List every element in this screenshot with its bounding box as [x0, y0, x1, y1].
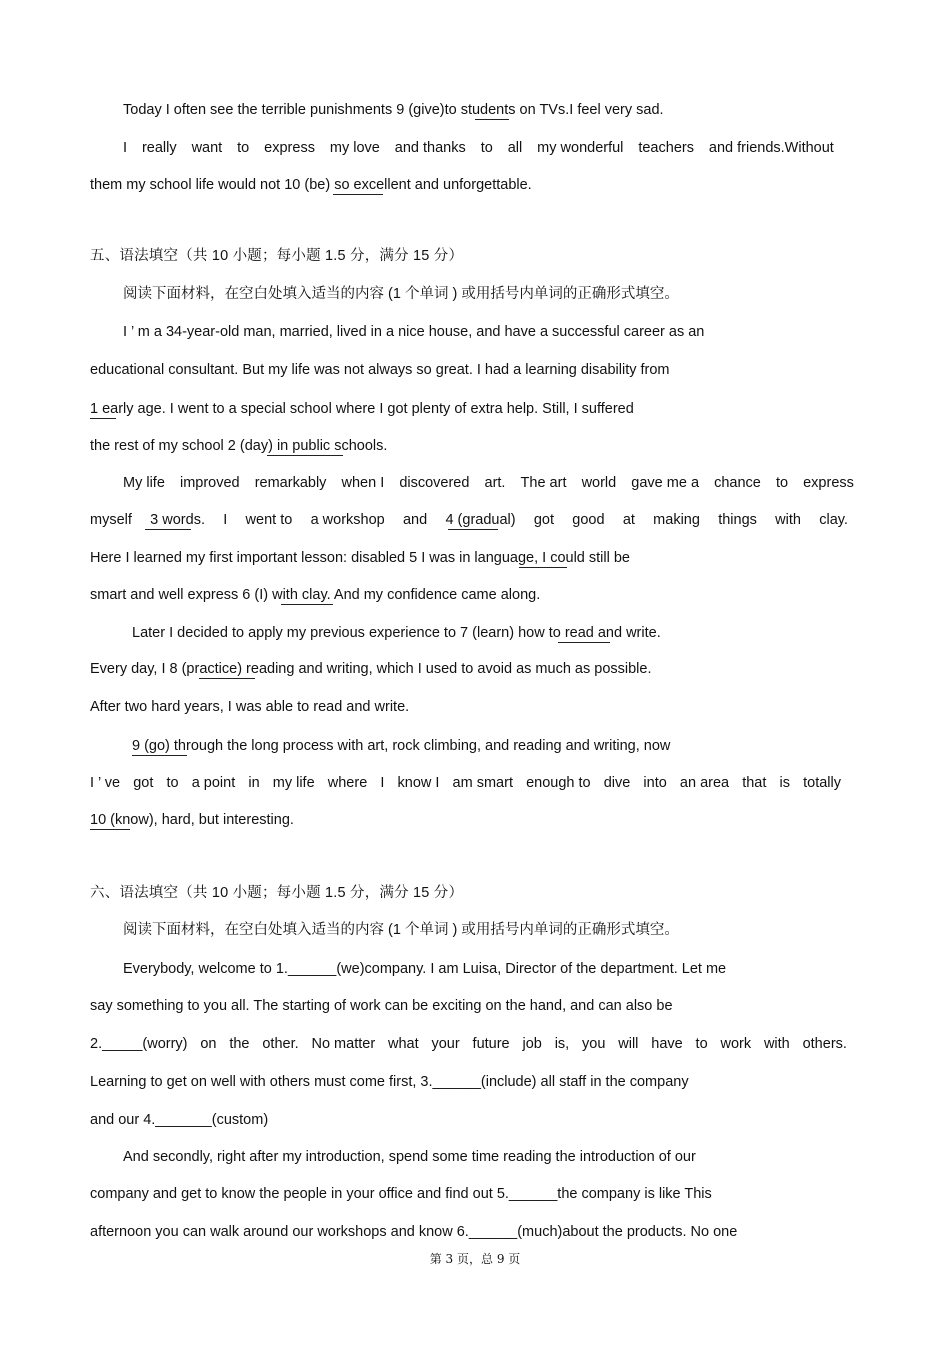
- word: I: [380, 775, 385, 791]
- text-line: Everybody, welcome to 1.______(we)company. I am Luisa, Director of the department. Let me: [123, 961, 727, 977]
- page-footer: 第 3 页，总 9 页: [429, 1252, 521, 1266]
- word: in: [248, 775, 260, 791]
- word: my life: [272, 775, 315, 791]
- text-line: Later I decided to apply my previous experience to 7 (learn) how to read and write.: [132, 625, 661, 641]
- word: is,: [554, 1036, 570, 1052]
- text-line: Learning to get on well with others must come first, 3.______(include) all staff in the company: [90, 1074, 689, 1090]
- word: am smart: [452, 775, 513, 791]
- text-line: 9 (go) through the long process with art, rock climbing, and reading and writing, now: [132, 738, 671, 754]
- word: when I: [341, 475, 385, 491]
- word: a workshop: [310, 512, 385, 528]
- word: an area: [679, 775, 730, 791]
- word: others.: [802, 1036, 847, 1052]
- text-line: company and get to know the people in your office and find out 5.______the company is like This: [90, 1186, 712, 1202]
- word: discovered: [399, 475, 470, 491]
- blank-underline: [145, 529, 191, 530]
- word: know I: [397, 775, 440, 791]
- word: to: [237, 140, 250, 156]
- text-line: educational consultant. But my life was not always so great. I had a learning disability from: [90, 362, 670, 378]
- text-line-justified: [90, 511, 848, 529]
- blank-underline: [90, 418, 116, 419]
- text-line: say something to you all. The starting of work can be exciting on the hand, and can also be: [90, 998, 673, 1014]
- word: want: [191, 140, 223, 156]
- text-line: afternoon you can walk around our workshops and know 6.______(much)about the products. No one: [90, 1224, 738, 1240]
- word: dive: [603, 775, 631, 791]
- section-instruction: 阅读下面材料，在空白处填入适当的内容 (1 个单词 ) 或用括号内单词的正确形式填空。: [123, 922, 679, 938]
- word: No matter: [311, 1036, 376, 1052]
- word: have: [651, 1036, 683, 1052]
- text-line: After two hard years, I was able to read and write.: [90, 699, 410, 715]
- word: a point: [191, 775, 236, 791]
- word: to: [695, 1036, 708, 1052]
- text-line: 1 early age. I went to a special school where I got plenty of extra help. Still, I suffered: [90, 401, 634, 417]
- text-line: 10 (know), hard, but interesting.: [90, 812, 294, 828]
- word: The art: [520, 475, 567, 491]
- section-heading: 五、语法填空（共 10 小题；每小题 1.5 分，满分 15 分）: [90, 248, 464, 264]
- word: totally: [803, 775, 841, 791]
- word: improved: [179, 475, 240, 491]
- word: at: [622, 512, 635, 528]
- word: all: [507, 140, 523, 156]
- section-heading: 六、语法填空（共 10 小题；每小题 1.5 分，满分 15 分）: [90, 885, 464, 901]
- word: chance: [714, 475, 761, 491]
- word: got: [533, 512, 555, 528]
- text-line: smart and well express 6 (I) with clay. And my confidence came along.: [90, 587, 541, 603]
- word: your: [431, 1036, 460, 1052]
- word: I: [223, 512, 228, 528]
- text-line: Here I learned my first important lesson: disabled 5 I was in language, I could still be: [90, 550, 630, 566]
- word: things: [718, 512, 757, 528]
- text-line-justified: [90, 774, 841, 792]
- blank-underline: [281, 604, 333, 605]
- word: I ’ ve: [90, 775, 121, 791]
- word: the: [229, 1036, 250, 1052]
- text-line-justified: [123, 139, 834, 157]
- word: myself: [90, 512, 132, 528]
- word: that: [742, 775, 767, 791]
- word: express: [264, 140, 315, 156]
- word: other.: [262, 1036, 299, 1052]
- word: my love: [329, 140, 380, 156]
- word: enough to: [526, 775, 591, 791]
- word: what: [388, 1036, 419, 1052]
- section-instruction: 阅读下面材料，在空白处填入适当的内容 (1 个单词 ) 或用括号内单词的正确形式填空。: [123, 286, 679, 302]
- word: teachers: [638, 140, 694, 156]
- word: with: [763, 1036, 790, 1052]
- word: to: [775, 475, 789, 491]
- word: good: [572, 512, 605, 528]
- word: future: [472, 1036, 510, 1052]
- word: my wonderful: [537, 140, 624, 156]
- text-line-justified: [123, 474, 854, 492]
- text-line: them my school life would not 10 (be) so excellent and unforgettable.: [90, 177, 532, 193]
- blank-underline: [132, 755, 187, 756]
- word: on: [200, 1036, 217, 1052]
- blank-underline: [90, 829, 130, 830]
- word: will: [618, 1036, 639, 1052]
- blank-underline: [475, 119, 509, 120]
- blank-underline: [199, 678, 255, 679]
- word: art.: [484, 475, 506, 491]
- word: I: [123, 140, 128, 156]
- text-line: and our 4._______(custom): [90, 1112, 269, 1128]
- text-line: Every day, I 8 (practice) reading and writing, which I used to avoid as much as possible.: [90, 661, 652, 677]
- word: clay.: [819, 512, 848, 528]
- word: really: [141, 140, 177, 156]
- blank-underline: [519, 567, 567, 568]
- word: got: [133, 775, 154, 791]
- word: and: [402, 512, 428, 528]
- word: 4 (gradual): [445, 512, 516, 528]
- word: to: [480, 140, 493, 156]
- word: My life: [123, 475, 165, 491]
- word: making: [653, 512, 700, 528]
- word: remarkably: [254, 475, 327, 491]
- word: to: [166, 775, 179, 791]
- word: where: [327, 775, 368, 791]
- text-line: the rest of my school 2 (day) in public schools.: [90, 438, 388, 454]
- word: you: [582, 1036, 606, 1052]
- text-line: I ’ m a 34-year-old man, married, lived in a nice house, and have a successful career as an: [123, 324, 705, 340]
- blank-underline: [267, 455, 343, 456]
- word: 2._____(worry): [90, 1036, 188, 1052]
- blank-underline: [558, 642, 610, 643]
- word: and friends.Without: [708, 140, 834, 156]
- word: express: [803, 475, 854, 491]
- word: and thanks: [394, 140, 466, 156]
- text-line-justified: [90, 1035, 847, 1053]
- word: is: [779, 775, 790, 791]
- word: job: [522, 1036, 542, 1052]
- word: with: [775, 512, 801, 528]
- text-line: Today I often see the terrible punishments 9 (give)to students on TVs.I feel very sad.: [123, 102, 664, 118]
- text-line: And secondly, right after my introduction, spend some time reading the introduction of our: [123, 1149, 696, 1165]
- word: 3 words.: [150, 512, 205, 528]
- blank-underline: [333, 194, 383, 195]
- word: gave me a: [631, 475, 700, 491]
- word: into: [643, 775, 667, 791]
- blank-underline: [448, 529, 498, 530]
- word: work: [720, 1036, 752, 1052]
- word: went to: [245, 512, 293, 528]
- word: world: [581, 475, 617, 491]
